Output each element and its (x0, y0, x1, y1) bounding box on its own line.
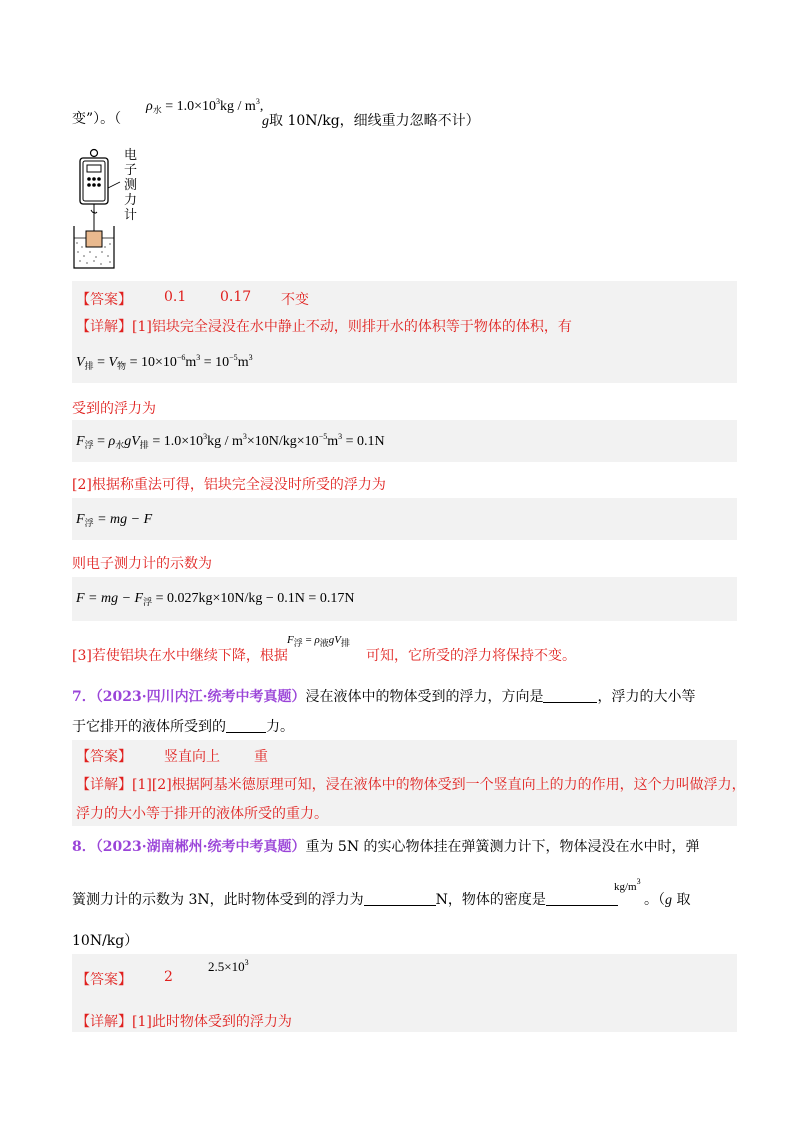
q7-detail-1: 【详解】[1][2]根据阿基米德原理可知，浸在液体中的物体受到一个竖直向上的力的作用，这个力叫做浮力， (76, 777, 746, 793)
q6-reading-line: 则电子测力计的示数为 (72, 556, 212, 572)
q6-detail-2: [2]根据称重法可得，铝块完全浸没时所受的浮力为 (72, 477, 386, 493)
q6-equation-buoyancy: $F_浮 = \rho_水gV_排 = 1.0\times 10^3kg / m^3\times 10N/kg\times 10^{-5}m^3 = 0.1N$ (76, 432, 385, 450)
q6-buoyancy-line: 受到的浮力为 (72, 401, 156, 417)
answer-value: 2 (164, 969, 173, 985)
detail-label: 【详解】 (76, 319, 132, 335)
q8-density-unit: $kg/m^3$ (614, 877, 641, 893)
q8-answer-density: $2.5\times 10^3$ (208, 958, 249, 974)
question-source: （2023·四川内江·统考中考真题） (95, 689, 306, 705)
answer-label: 【答案】 (76, 749, 132, 765)
force-meter-illustration (72, 148, 152, 270)
question-number: 7． (72, 689, 96, 705)
answer-blank[interactable] (546, 891, 618, 906)
q7-detail-2: 浮力的大小等于排开的液体所受的重力。 (76, 806, 328, 822)
density-formula: $\rho_水 = 1.0\times 10^3kg / m^3$, (146, 97, 264, 115)
answer-value: 不变 (281, 292, 309, 308)
q6-detail-1: 【详解】[1]铝块完全浸没在水中静止不动，则排开水的体积等于物体的体积，有 (76, 319, 572, 335)
q8-question-line-2-end: 。（g 取 (644, 892, 691, 908)
answer-blank[interactable] (364, 891, 436, 906)
q8-detail-1: 【详解】[1]此时物体受到的浮力为 (76, 1014, 292, 1030)
answer-value: 重 (254, 749, 268, 765)
question-source: （2023·湖南郴州·统考中考真题） (95, 839, 306, 855)
answer-blank[interactable] (543, 688, 597, 703)
q7-question-line-1: 7．（2023·四川内江·统考中考真题）浸在液体中的物体受到的浮力，方向是 ，浮力的大小等 (72, 689, 696, 705)
intro-suffix-line: g取 10N/kg，细线重力忽略不计） (262, 113, 480, 129)
q6-detail-3-end: 可知，它所受的浮力将保持不变。 (366, 648, 576, 664)
detail-label: 【详解】 (76, 1014, 132, 1030)
q8-question-line-3: 10N/kg） (72, 933, 139, 949)
force-meter-label: 电 子 测 力 计 (124, 148, 138, 223)
q6-eq3-panel (72, 498, 737, 540)
q8-answer-row (76, 969, 173, 989)
q6-equation-reading: F = mg − $F_浮 = 0.027kg\times 10N/kg - 0.1N = 0.17N$ (76, 591, 355, 607)
answer-label: 【答案】 (76, 292, 132, 308)
q6-answer-row (76, 289, 309, 309)
q6-equation-weighing: $F_浮$ = mg − F (76, 512, 153, 528)
q6-equation-volume: $V_排 = V_物 = 10\times 10^{-6}m^3 = 10^{-5}m^3$ (76, 353, 253, 371)
q8-question-line-1: 8．（2023·湖南郴州·统考中考真题）重为 5N 的实心物体挂在弹簧测力计下，物体浸没在水中时，弹 (72, 839, 700, 855)
answer-value: 竖直向上 (164, 749, 220, 765)
answer-label: 【答案】 (76, 972, 132, 988)
archimedes-formula: $F_浮 = \rho_液gV_排$ (287, 634, 351, 648)
q7-question-line-2: 于它排开的液体所受到的 力。 (72, 719, 294, 735)
answer-value: 0.1 (164, 289, 187, 305)
question-number: 8． (72, 839, 96, 855)
intro-line (72, 108, 121, 128)
q7-answer-row (76, 746, 268, 766)
answer-value: 0.17 (220, 289, 252, 305)
force-meter-figure (72, 148, 152, 270)
detail-label: 【详解】 (76, 777, 132, 793)
q6-detail-3: [3]若使铝块在水中继续下降，根据 (72, 648, 288, 664)
intro-prefix: 变”）。（ (72, 111, 122, 127)
answer-blank[interactable] (226, 718, 266, 733)
q8-question-line-2: 簧测力计的示数为 3N，此时物体受到的浮力为 N，物体的密度是 (72, 889, 618, 909)
